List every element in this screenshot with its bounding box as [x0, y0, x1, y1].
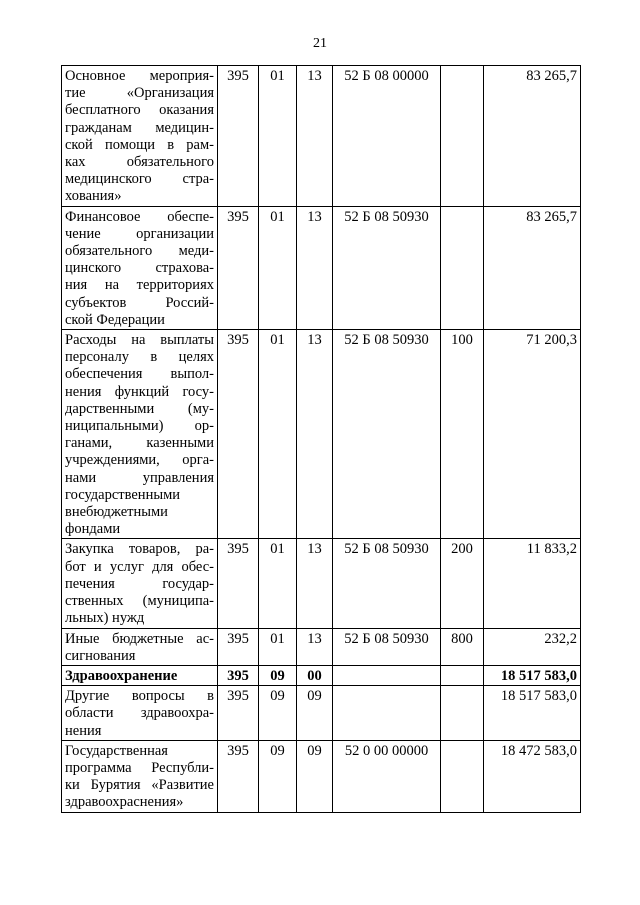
- admin-code-cell: 395: [218, 539, 259, 628]
- admin-code-cell: 395: [218, 206, 259, 329]
- amount-cell: 18 517 583,0: [484, 665, 581, 685]
- expense-type-cell: 800: [441, 628, 484, 665]
- subsection-code-cell: 13: [297, 66, 333, 207]
- section-code-cell: 01: [259, 206, 297, 329]
- item-name-line: дарственными (му-: [65, 400, 214, 417]
- amount-cell: 83 265,7: [484, 206, 581, 329]
- section-code-cell: 01: [259, 66, 297, 207]
- item-name-line: ской Федерации: [65, 311, 165, 328]
- page-number: 21: [313, 36, 327, 51]
- target-article-cell: 52 Б 08 50930: [333, 628, 441, 665]
- table-row: [62, 206, 581, 329]
- expense-type-cell: [441, 665, 484, 685]
- table-row: [62, 539, 581, 628]
- amount-cell: 71 200,3: [484, 330, 581, 539]
- expense-type-cell: [441, 206, 484, 329]
- section-code-cell: 09: [259, 665, 297, 685]
- expense-type-cell: 200: [441, 539, 484, 628]
- item-name-line: Расходы на выплаты: [65, 332, 214, 349]
- item-name-line: Основное мероприя-: [65, 68, 214, 84]
- item-name-line: Финансовое обеспе-: [65, 208, 214, 225]
- admin-code-cell: 395: [218, 628, 259, 665]
- subsection-code-cell: 13: [297, 539, 333, 628]
- section-code-cell: 09: [259, 686, 297, 741]
- subsection-code-cell: 13: [297, 206, 333, 329]
- item-name-line: бот и услуг для обес-: [65, 558, 214, 575]
- admin-code-cell: 395: [218, 665, 259, 685]
- budget-table: [61, 65, 581, 813]
- section-code-cell: 01: [259, 628, 297, 665]
- table-row: [62, 330, 581, 539]
- target-article-cell: 52 Б 08 00000: [333, 66, 441, 207]
- item-name-cell: [62, 740, 218, 812]
- item-name-cell: [62, 665, 218, 685]
- item-name-line: обязательного меди-: [65, 243, 214, 260]
- table-row: [62, 628, 581, 665]
- table-row: [62, 665, 581, 685]
- item-name-line: сигнования: [65, 647, 136, 664]
- item-name-cell: [62, 206, 218, 329]
- subsection-code-cell: 13: [297, 628, 333, 665]
- item-name-line: ки Бурятия «Развитие: [65, 777, 214, 794]
- item-name-line: Другие вопросы в: [65, 688, 214, 705]
- expense-type-cell: [441, 740, 484, 812]
- target-article-cell: [333, 665, 441, 685]
- item-name-line: ской помощи в рам-: [65, 136, 214, 153]
- expense-type-cell: 100: [441, 330, 484, 539]
- amount-cell: 232,2: [484, 628, 581, 665]
- subsection-code-cell: 00: [297, 665, 333, 685]
- item-name-line: ниципальными) ор-: [65, 418, 214, 435]
- item-name-line: ственных (муниципа-: [65, 593, 214, 610]
- item-name-line: программа Республи-: [65, 759, 214, 776]
- table-row: [62, 66, 581, 207]
- section-code-cell: 01: [259, 330, 297, 539]
- item-name-line: печения государ-: [65, 575, 214, 592]
- item-name-line: ния на территориях: [65, 277, 214, 294]
- item-name-cell: [62, 539, 218, 628]
- item-name-line: здравоохраснения»: [65, 794, 184, 811]
- item-name-line: ках обязательного: [65, 154, 214, 171]
- admin-code-cell: 395: [218, 330, 259, 539]
- admin-code-cell: 395: [218, 686, 259, 741]
- item-name-line: учреждениями, орга-: [65, 452, 214, 469]
- item-name-cell: [62, 628, 218, 665]
- admin-code-cell: 395: [218, 740, 259, 812]
- item-name-line: хования»: [65, 188, 122, 205]
- amount-cell: 11 833,2: [484, 539, 581, 628]
- expense-type-cell: [441, 686, 484, 741]
- item-name-line: тие «Организация: [65, 85, 214, 102]
- item-name-line: области здравоохра-: [65, 705, 214, 722]
- item-name-line: внебюджетными: [65, 504, 168, 521]
- target-article-cell: 52 Б 08 50930: [333, 330, 441, 539]
- amount-cell: 18 517 583,0: [484, 686, 581, 741]
- item-name-line: цинского страхова-: [65, 260, 214, 277]
- item-name-line: льных) нужд: [65, 610, 145, 627]
- item-name-line: медицинского стра-: [65, 171, 214, 188]
- item-name-line: нения функций госу-: [65, 383, 214, 400]
- item-name-line: гражданам медицин-: [65, 119, 214, 136]
- table-body: [62, 66, 581, 813]
- item-name-line: нами управления: [65, 469, 214, 486]
- item-name-cell: [62, 686, 218, 741]
- item-name-line: Закупка товаров, ра-: [65, 541, 214, 558]
- target-article-cell: [333, 686, 441, 741]
- target-article-cell: 52 Б 08 50930: [333, 539, 441, 628]
- item-name-line: нения: [65, 722, 102, 739]
- target-article-cell: 52 0 00 00000: [333, 740, 441, 812]
- table-row: [62, 740, 581, 812]
- amount-cell: 18 472 583,0: [484, 740, 581, 812]
- item-name-line: государственными: [65, 486, 181, 503]
- item-name-line: Иные бюджетные ас-: [65, 630, 214, 647]
- item-name-line: персоналу в целях: [65, 349, 214, 366]
- item-name-line: ганами, казенными: [65, 435, 214, 452]
- table-row: [62, 686, 581, 741]
- item-name-line: бесплатного оказания: [65, 102, 214, 119]
- admin-code-cell: 395: [218, 66, 259, 207]
- section-code-cell: 09: [259, 740, 297, 812]
- subsection-code-cell: 09: [297, 740, 333, 812]
- item-name-line: Государственная: [65, 742, 168, 759]
- item-name-cell: [62, 66, 218, 207]
- subsection-code-cell: 13: [297, 330, 333, 539]
- item-name-line: обеспечения выпол-: [65, 366, 214, 383]
- expense-type-cell: [441, 66, 484, 207]
- section-code-cell: 01: [259, 539, 297, 628]
- item-name-line: чение организации: [65, 225, 214, 242]
- item-name-cell: [62, 330, 218, 539]
- subsection-code-cell: 09: [297, 686, 333, 741]
- item-name-line: Здравоохранение: [65, 667, 178, 684]
- item-name-line: фондами: [65, 521, 121, 538]
- amount-cell: 83 265,7: [484, 66, 581, 207]
- item-name-line: субъектов Россий-: [65, 294, 214, 311]
- target-article-cell: 52 Б 08 50930: [333, 206, 441, 329]
